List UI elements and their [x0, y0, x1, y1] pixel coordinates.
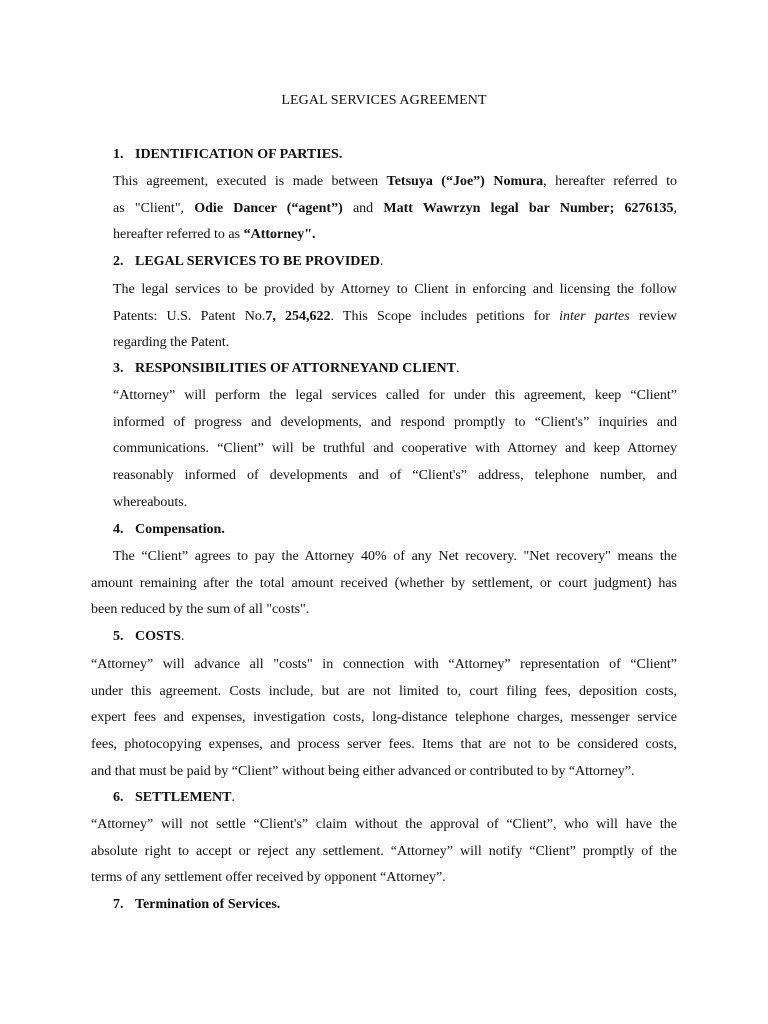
section-number: 1.: [113, 147, 124, 162]
section-6-body: [91, 812, 677, 892]
section-5-body: [91, 652, 677, 785]
section-2-body: [113, 277, 677, 357]
paragraph-line: communications. “Client” will be truthful and cooperative with Attorney and keep Attorney: [113, 441, 677, 457]
section-number: 5.: [113, 629, 124, 644]
document-title: LEGAL SERVICES AGREEMENT: [281, 93, 487, 108]
section-heading-text: LEGAL SERVICES TO BE PROVIDED: [135, 254, 380, 269]
section-2-heading: 2. LEGAL SERVICES TO BE PROVIDED.: [113, 254, 384, 269]
section-heading-text: Termination of Services.: [135, 897, 281, 912]
section-4-heading: [113, 522, 225, 538]
section-heading-text: RESPONSIBILITIES OF ATTORNEYAND CLIENT: [135, 361, 456, 376]
paragraph-line: expert fees and expenses, investigation costs, long-distance telephone charges, messenger service: [91, 710, 677, 726]
paragraph-line: absolute right to accept or reject any settlement. “Attorney” will notify “Client” promptly of the: [91, 843, 677, 859]
section-heading-text: Compensation.: [135, 522, 225, 537]
section-heading-text: SETTLEMENT: [135, 790, 232, 805]
paragraph-line: amount remaining after the total amount received (whether by settlement, or court judgment) has: [91, 575, 677, 591]
paragraph-line: “Attorney” will perform the legal services called for under this agreement, keep “Client”: [113, 388, 677, 403]
paragraph-line: This agreement, executed is made between Tetsuya (“Joe”) Nomura, hereafter referred to: [113, 174, 677, 189]
paragraph-line: informed of progress and developments, and respond promptly to “Client's” inquiries and: [113, 414, 677, 430]
section-number: 7.: [113, 897, 124, 912]
section-number: 3.: [113, 361, 124, 376]
paragraph-line: been reduced by the sum of all "costs".: [91, 602, 310, 618]
section-heading-text: COSTS: [135, 629, 181, 644]
paragraph-line: “Attorney” will not settle “Client's” claim without the approval of “Client”, who will have the: [91, 817, 677, 832]
section-1-body: [113, 169, 677, 249]
section-3-heading: 3. RESPONSIBILITIES OF ATTORNEYAND CLIENT.: [113, 361, 460, 376]
section-1-heading: [113, 147, 342, 163]
paragraph-line: “Attorney” will advance all "costs" in connection with “Attorney” representation of “Client”: [91, 657, 677, 672]
section-6-heading: 6. SETTLEMENT.: [113, 790, 235, 805]
section-number: 4.: [113, 522, 124, 537]
paragraph-line: hereafter referred to as “Attorney".: [113, 227, 316, 243]
section-7-heading: [113, 897, 280, 913]
paragraph-line: as "Client", Odie Dancer (“agent”) and Matt Wawrzyn legal bar Number; 6276135,: [113, 200, 678, 216]
section-3-body: [113, 383, 677, 516]
paragraph-line: whereabouts.: [113, 494, 188, 510]
section-heading-text: IDENTIFICATION OF PARTIES.: [135, 147, 343, 162]
paragraph-line: The legal services to be provided by Attorney to Client in enforcing and licensing the follow: [113, 282, 677, 297]
section-5-heading: 5. COSTS.: [113, 629, 185, 644]
paragraph-line: terms of any settlement offer received by opponent “Attorney”.: [91, 870, 446, 886]
paragraph-line: The “Client” agrees to pay the Attorney 40% of any Net recovery. "Net recovery" means the: [113, 549, 677, 564]
section-number: 2.: [113, 254, 124, 269]
section-4-body: [91, 544, 677, 624]
paragraph-line: and that must be paid by “Client” without being either advanced or contributed to by “Attorney”.: [91, 763, 635, 779]
paragraph-line: under this agreement. Costs include, but are not limited to, court filing fees, deposition costs,: [91, 683, 677, 699]
section-number: 6.: [113, 790, 124, 805]
paragraph-line: reasonably informed of developments and of “Client's” address, telephone number, and: [113, 468, 677, 484]
paragraph-line: fees, photocopying expenses, and process server fees. Items that are not to be considered costs,: [91, 737, 677, 753]
paragraph-line: regarding the Patent.: [113, 335, 230, 351]
paragraph-line: Patents: U.S. Patent No.7, 254,622. This Scope includes petitions for inter partes review: [113, 308, 677, 324]
